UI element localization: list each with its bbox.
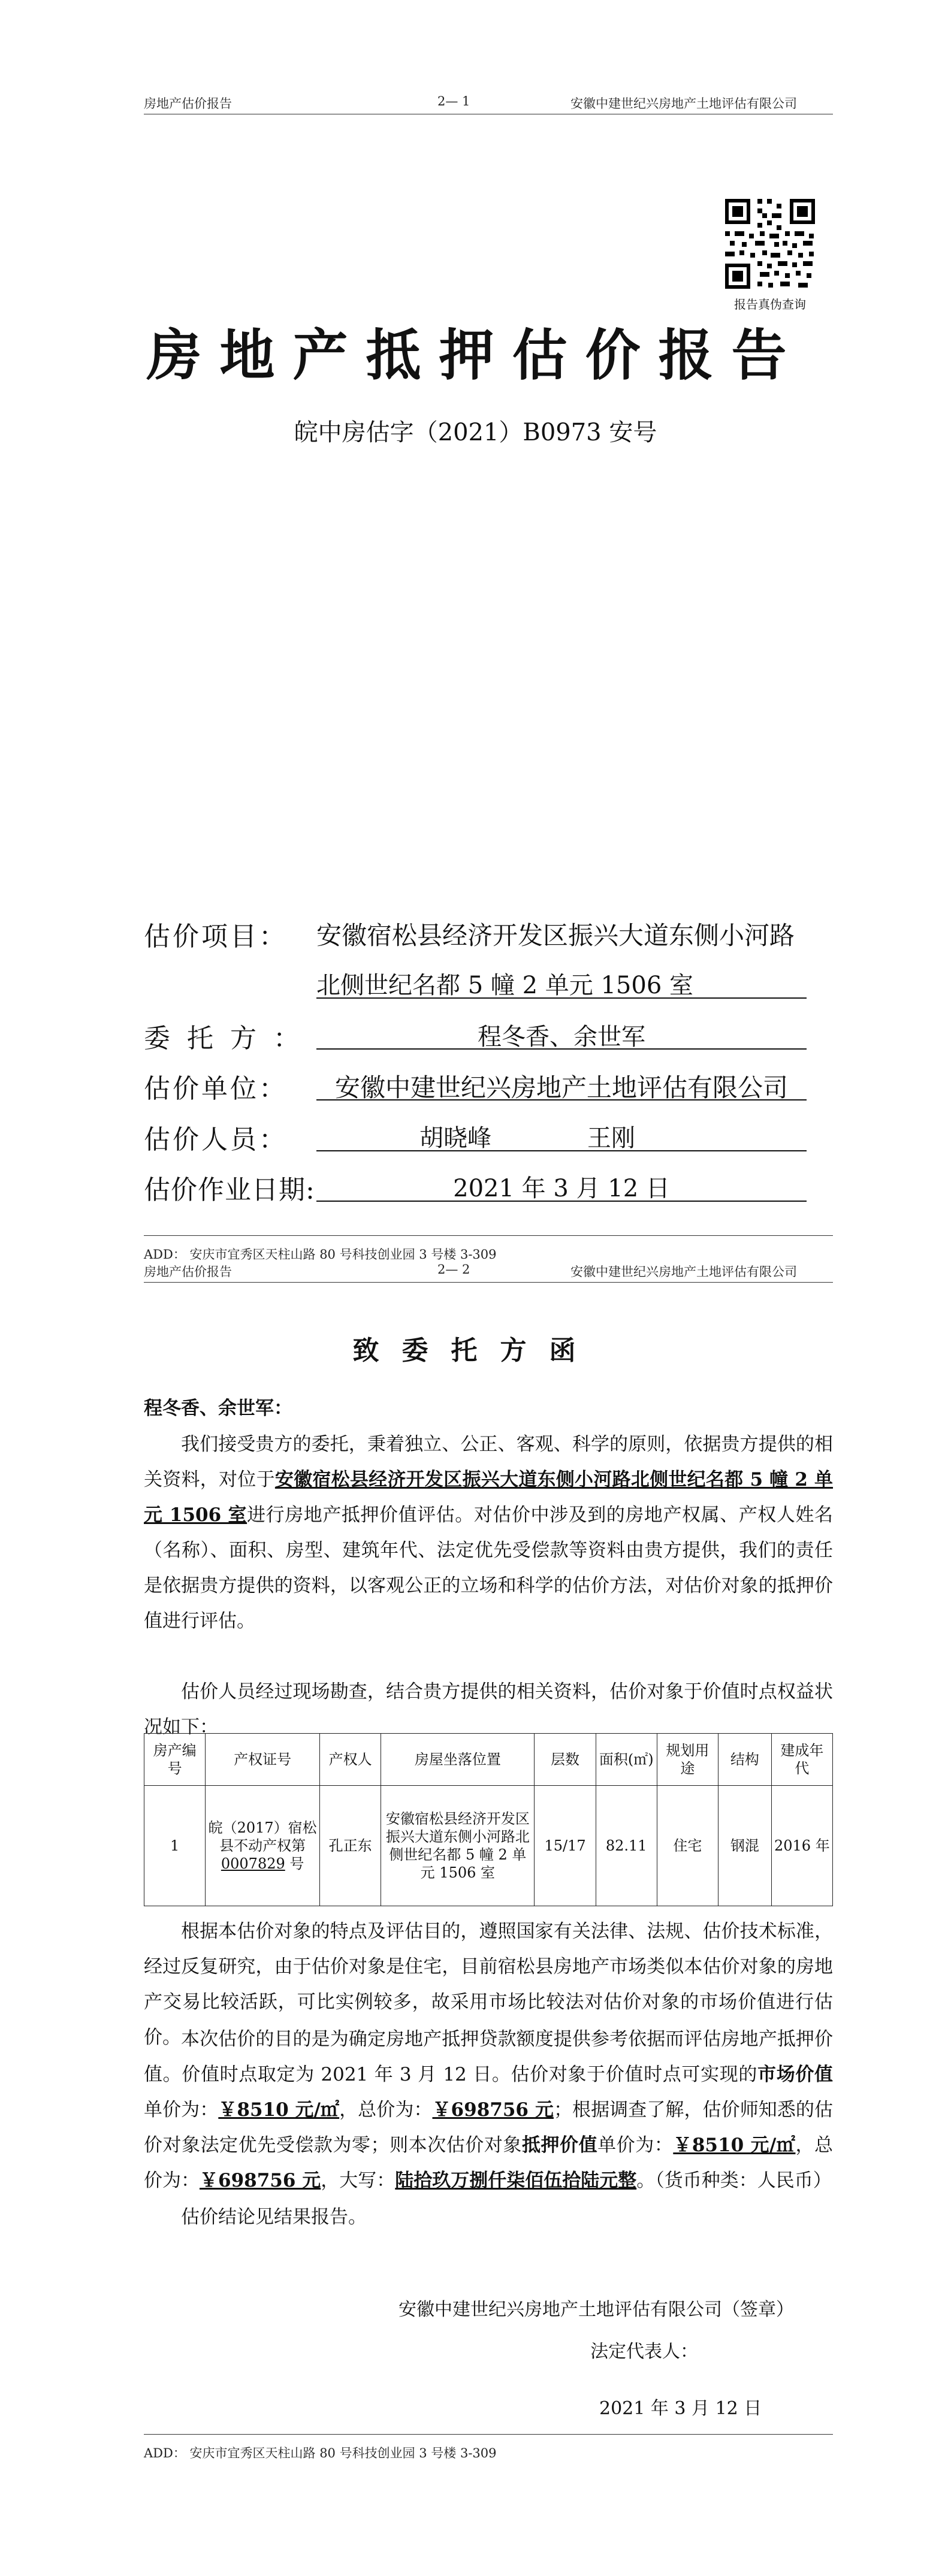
date-label: 估价作业日期: xyxy=(144,1175,315,1205)
p4-market-value: 市场价值 xyxy=(757,2064,834,2085)
p4-o: 。（货币种类：人民币） xyxy=(636,2170,832,2191)
staff-name-1: 胡晓峰 xyxy=(419,1124,491,1152)
client-underline xyxy=(316,1048,807,1050)
unit-label: 估价单位： xyxy=(144,1074,288,1104)
th-no: 房产编号 xyxy=(144,1734,206,1786)
project-label: 估价项目： xyxy=(144,921,288,952)
th-owner: 产权人 xyxy=(320,1734,381,1786)
paragraph-2: 估价人员经过现场勘查，结合贵方提供的相关资料，估价对象于价值时点权益状况如下： xyxy=(144,1681,833,1738)
page1-header-left: 房地产估价报告 xyxy=(144,96,232,111)
letter-title: 致委托方函 xyxy=(352,1335,599,1366)
page2-address: ADD： 安庆市宜秀区天柱山路 80 号科技创业园 3 号楼 3-309 xyxy=(144,2446,497,2460)
td-structure: 钢混 xyxy=(718,1786,772,1906)
qr-caption: 报告真伪查询 xyxy=(734,297,806,312)
p4-g: ；根据调查了解，估价师知悉的估价对象法定优先受偿款为零；则本次估价对象 xyxy=(144,2099,834,2156)
page1-footer-rule xyxy=(144,1235,833,1236)
project-value-line2: 北侧世纪名都 5 幢 2 单元 1506 室 xyxy=(316,972,693,999)
td-location: 安徽宿松县经济开发区振兴大道东侧小河路北侧世纪名都 5 幢 2 单元 1506 室 xyxy=(381,1786,535,1906)
cert-number: 0007829 xyxy=(221,1855,285,1872)
th-floors: 层数 xyxy=(535,1734,596,1786)
staff-label: 估价人员： xyxy=(144,1124,288,1155)
client-value: 程冬香、余世军 xyxy=(478,1023,645,1051)
report-title: 房地产抵押估价报告 xyxy=(146,323,805,388)
p4-market-unit-price: ￥8510 元/㎡ xyxy=(218,2099,340,2121)
date-underline xyxy=(316,1201,807,1202)
td-year: 2016 年 xyxy=(771,1786,832,1906)
unit-underline xyxy=(316,1099,807,1100)
page1-header-right: 安徽中建世纪兴房地产土地评估有限公司 xyxy=(570,96,797,111)
p4-c: 单价为： xyxy=(144,2099,219,2121)
p4-mortgage-value: 抵押价值 xyxy=(521,2134,598,2156)
p4-i: 单价为： xyxy=(597,2134,674,2156)
p1-property-address: 安徽宿松县经济开发区振兴大道东侧小河路北侧世纪名都 5 幢 2 单元 1506 室 xyxy=(144,1469,834,1526)
page2-header-rule xyxy=(144,1282,833,1283)
sign-representative: 法定代表人： xyxy=(590,2341,698,2362)
page2-header-left: 房地产估价报告 xyxy=(144,1265,232,1279)
td-cert xyxy=(206,1786,320,1906)
p1-text-c: 进行房地产抵押价值评估。对估价中涉及到的房地产权属、产权人姓名（名称）、面积、房型、建筑年代、法定优先受偿款等资料由贵方提供，我们的责任是依据贵方提供的资料，以客观公正的立场和科学的估价方法，对估价对象的抵押价值进行评估。 xyxy=(144,1504,833,1632)
p4-amount-in-words: 陆拾玖万捌仟柒佰伍拾陆元整 xyxy=(395,2170,637,2191)
qr-pattern xyxy=(725,199,815,289)
staff-name-2: 王刚 xyxy=(587,1124,635,1152)
td-owner: 孔正东 xyxy=(320,1786,381,1906)
paragraph-1 xyxy=(144,1427,833,1639)
paragraph-3: 根据本估价对象的特点及评估目的，遵照国家有关法律、法规、估价技术标准，经过反复研究，由于估价对象是住宅，目前宿松县房地产市场类似本估价对象的房地产交易比较活跃，可比实例较多，故采用市场比较法对估价对象的市场价值进行估价。 xyxy=(144,1921,833,2048)
p4-e: ，总价为： xyxy=(339,2099,433,2121)
td-no: 1 xyxy=(144,1786,206,1906)
p4-m: ，大写： xyxy=(321,2170,396,2191)
th-cert: 产权证号 xyxy=(206,1734,320,1786)
p4-mortgage-total-price: ￥698756 元 xyxy=(200,2170,321,2191)
report-number: 皖中房估字（2021）B0973 安号 xyxy=(294,419,657,446)
p4-mortgage-unit-price: ￥8510 元/㎡ xyxy=(673,2134,796,2156)
p1-text-a: 我们接受贵方的委托，秉着独立、公正、客观、科学的原则，依据贵方提供的相关资料，对位于 xyxy=(144,1434,833,1490)
project-underline xyxy=(316,997,807,999)
th-area: 面积(㎡) xyxy=(596,1734,657,1786)
page1-address: ADD： 安庆市宜秀区天柱山路 80 号科技创业园 3 号楼 3-309 xyxy=(144,1247,497,1262)
paragraph-5: 估价结论见结果报告。 xyxy=(181,2206,367,2228)
sign-date: 2021 年 3 月 12 日 xyxy=(599,2398,762,2419)
page2-header-page: 2— 2 xyxy=(437,1262,470,1277)
project-value-line1: 安徽宿松县经济开发区振兴大道东侧小河路 xyxy=(316,921,795,950)
page2-footer-rule xyxy=(144,2434,833,2435)
td-floors: 15/17 xyxy=(535,1786,596,1906)
td-area: 82.11 xyxy=(596,1786,657,1906)
th-structure: 结构 xyxy=(718,1734,772,1786)
p4-k: ，总价为： xyxy=(144,2134,833,2191)
page2-header-right: 安徽中建世纪兴房地产土地评估有限公司 xyxy=(570,1265,797,1279)
sign-company: 安徽中建世纪兴房地产土地评估有限公司（签章） xyxy=(398,2299,794,2320)
client-label: 委托方： xyxy=(144,1023,316,1054)
th-year: 建成年代 xyxy=(771,1734,832,1786)
paragraph-4 xyxy=(144,2022,833,2199)
page1-header-page: 2— 1 xyxy=(437,94,470,108)
unit-value: 安徽中建世纪兴房地产土地评估有限公司 xyxy=(334,1073,788,1102)
th-use: 规划用途 xyxy=(657,1734,718,1786)
table-row xyxy=(144,1786,833,1906)
p4-market-total-price: ￥698756 元 xyxy=(432,2099,554,2121)
staff-underline xyxy=(316,1150,807,1151)
qr-code[interactable] xyxy=(725,199,815,289)
cert-text-a: 皖（2017）宿松县不动产权第 xyxy=(208,1819,317,1854)
td-use: 住宅 xyxy=(657,1786,718,1906)
p4-a: 本次估价的目的是为确定房地产抵押贷款额度提供参考依据而评估房地产抵押价值。价值时点取定为 2021 年 3 月 12 日。估价对象于价值时点可实现的 xyxy=(144,2028,833,2085)
table-header-row xyxy=(144,1734,833,1786)
date-value: 2021 年 3 月 12 日 xyxy=(453,1175,670,1202)
th-location: 房屋坐落位置 xyxy=(381,1734,535,1786)
salutation: 程冬香、余世军： xyxy=(144,1398,292,1419)
cert-text-c: 号 xyxy=(285,1855,304,1872)
property-table xyxy=(144,1733,833,1906)
